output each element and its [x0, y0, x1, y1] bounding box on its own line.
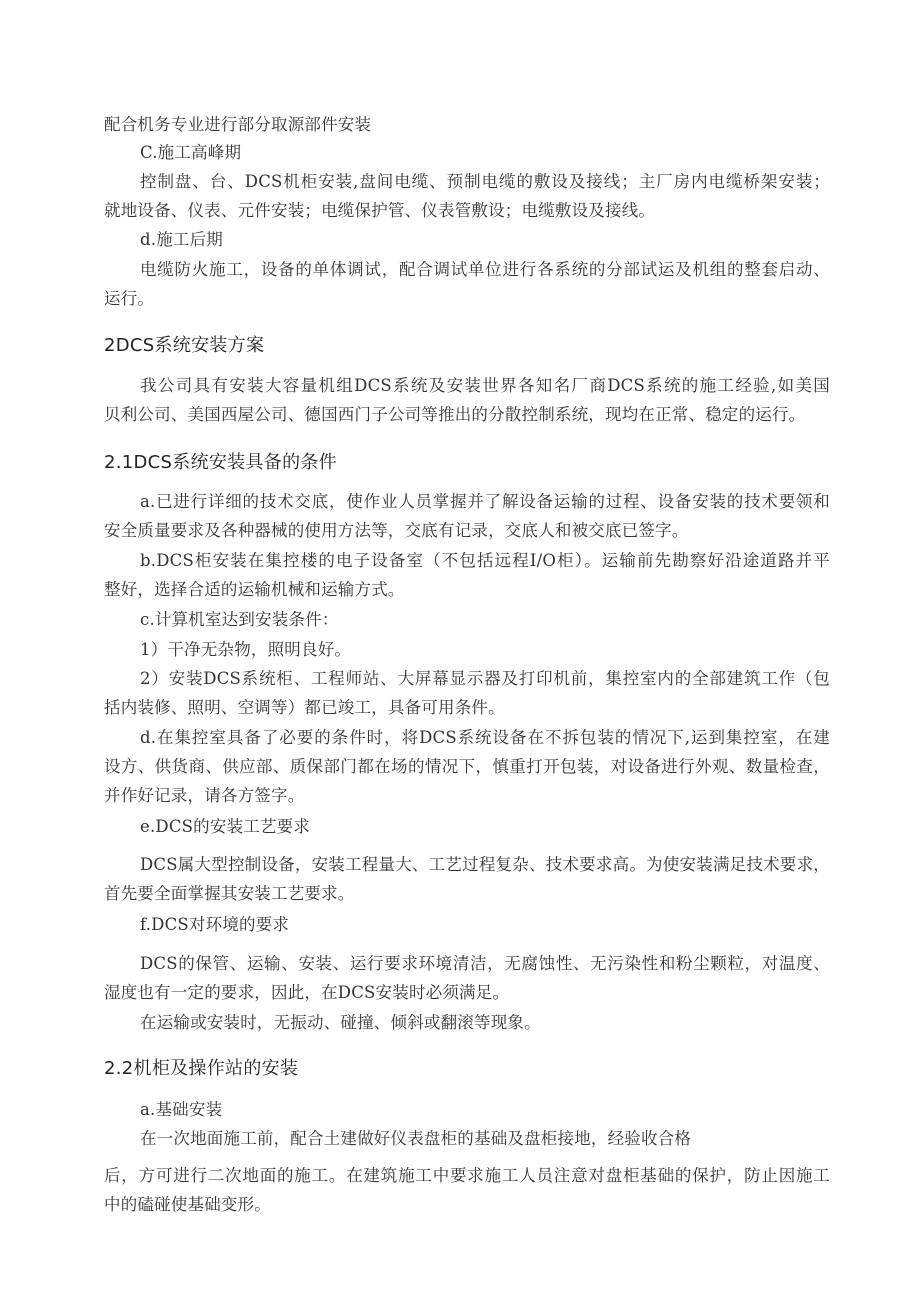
text-line: 在运输或安装时，无振动、碰撞、倾斜或翻滚等现象。 — [140, 1013, 541, 1032]
text-line: 湿度也有一定的要求，因此，在DCS安装时必须满足。 — [104, 983, 510, 1002]
text-line: 设方、供货商、供应部、质保部门都在场的情况下，慎重打开包装，对设备进行外观、数量检查， — [104, 757, 830, 776]
text-line: 贝利公司、美国西屋公司、德国西门子公司等推出的分散控制系统，现均在正常、稳定的运行。 — [104, 405, 806, 424]
subsection-label: a.基础安装 — [140, 1100, 223, 1119]
text-line: 控制盘、台、DCS机柜安装,盘间电缆、预制电缆的敷设及接线；主厂房内电缆桥架安装； — [140, 172, 830, 191]
text-line: DCS属大型控制设备，安装工程量大、工艺过程复杂、技术要求高。为使安装满足技术要求， — [140, 855, 830, 874]
text-line: 首先要全面掌握其安装工艺要求。 — [104, 884, 355, 903]
text-line: 括内装修、照明、空调等）都已竣工，具备可用条件。 — [104, 698, 505, 717]
text-line: 中的磕碰使基础变形。 — [104, 1195, 271, 1214]
text-line: 安全质量要求及各种器械的使用方法等，交底有记录，交底人和被交底已签字。 — [104, 521, 689, 540]
list-item: 1）干净无杂物，照明良好。 — [140, 640, 352, 659]
text-line: d.在集控室具备了必要的条件时，将DCS系统设备在不拆包装的情况下,运到集控室，在建 — [140, 728, 830, 747]
text-line: 我公司具有安装大容量机组DCS系统及安装世界各知名厂商DCS系统的施工经验,如美国 — [140, 376, 830, 395]
text-line: 配合机务专业进行部分取源部件安装 — [104, 115, 372, 134]
text-line: a.已进行详细的技术交底，使作业人员掌握并了解设备运输的过程、设备安装的技术要领和 — [140, 492, 830, 511]
text-line: DCS的保管、运输、安装、运行要求环境清洁，无腐蚀性、无污染性和粉尘颗粒，对温度、 — [140, 954, 830, 973]
section-heading: 2.1DCS系统安装具备的条件 — [104, 452, 337, 473]
text-line: 运行。 — [104, 289, 155, 308]
section-heading: 2.2机柜及操作站的安装 — [104, 1058, 299, 1079]
text-line: b.DCS柜安装在集控楼的电子设备室（不包括远程I/O柜）。运输前先勘察好沿途道路并平 — [140, 551, 830, 570]
text-line: 电缆防火施工，设备的单体调试，配合调试单位进行各系统的分部试运及机组的整套启动、 — [140, 260, 830, 279]
subsection-label: C.施工高峰期 — [140, 143, 242, 162]
text-line: 在一次地面施工前，配合土建做好仪表盘柜的基础及盘柜接地，经验收合格 — [140, 1129, 692, 1148]
subsection-label: f.DCS对环境的要求 — [140, 915, 290, 934]
subsection-label: c.计算机室达到安装条件： — [140, 610, 339, 629]
text-line: 整好，选择合适的运输机械和运输方式。 — [104, 580, 405, 599]
section-heading: 2DCS系统安装方案 — [104, 335, 265, 356]
subsection-label: d.施工后期 — [140, 230, 224, 249]
list-item: 2）安装DCS系统柜、工程师站、大屏幕显示器及打印机前，集控室内的全部建筑工作（包 — [140, 669, 830, 688]
text-line: 就地设备、仪表、元件安装；电缆保护管、仪表管敷设；电缆敷设及接线。 — [104, 201, 656, 220]
subsection-label: e.DCS的安装工艺要求 — [140, 817, 311, 836]
text-line: 并作好记录，请各方签字。 — [104, 786, 305, 805]
text-line: 后，方可进行二次地面的施工。在建筑施工中要求施工人员注意对盘柜基础的保护，防止因施工 — [104, 1166, 830, 1185]
